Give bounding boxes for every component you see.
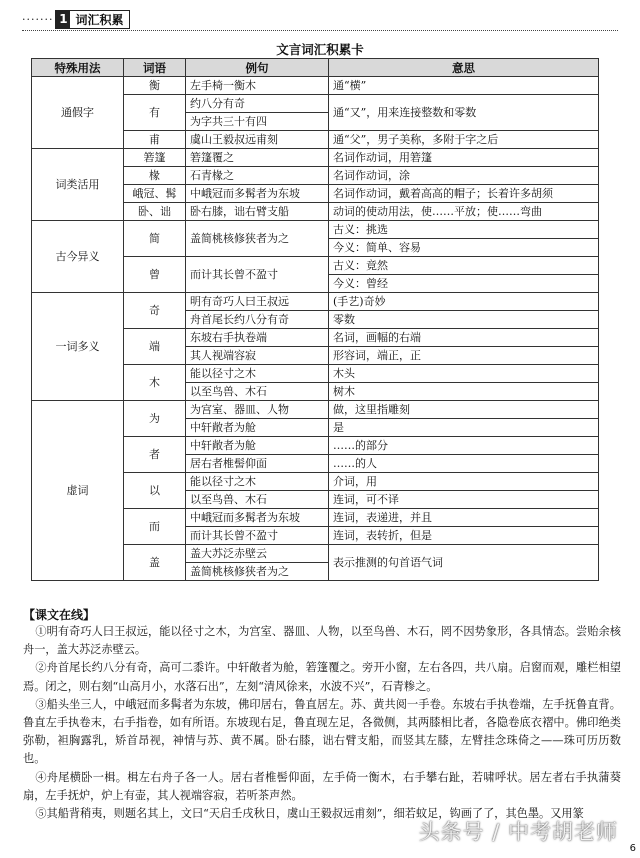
table-row bbox=[32, 149, 599, 167]
usage-cell: 通假字 bbox=[32, 77, 124, 149]
word-cell: 曾 bbox=[124, 257, 186, 293]
example-cell: 左手椅一衡木 bbox=[186, 77, 329, 95]
word-cell: 箬篷 bbox=[124, 149, 186, 167]
example-cell: 以至鸟兽、木石 bbox=[186, 491, 329, 509]
word-cell: 有 bbox=[124, 95, 186, 131]
example-cell: 中轩敞者为舱 bbox=[186, 437, 329, 455]
example-cell: 盖简桃核修狭者为之 bbox=[186, 563, 329, 581]
meaning-cell: 木头 bbox=[329, 365, 599, 383]
word-cell: 简 bbox=[124, 221, 186, 257]
example-cell: 舟首尾长约八分有奇 bbox=[186, 311, 329, 329]
example-cell: 能以径寸之木 bbox=[186, 473, 329, 491]
example-cell: 箬篷覆之 bbox=[186, 149, 329, 167]
table-row bbox=[32, 293, 599, 311]
example-cell: 中峨冠而多髯者为东坡 bbox=[186, 185, 329, 203]
example-cell: 而计其长曾不盈寸 bbox=[186, 257, 329, 293]
meaning-cell: 动词的使动用法，使……平放；使……弯曲 bbox=[329, 203, 599, 221]
example-cell: 为字共三十有四 bbox=[186, 113, 329, 131]
table-row bbox=[32, 221, 599, 239]
example-cell: 以至鸟兽、木石 bbox=[186, 383, 329, 401]
column-header: 词语 bbox=[124, 59, 186, 77]
example-cell: 中轩敞者为舱 bbox=[186, 419, 329, 437]
meaning-cell: 通“父”，男子美称，多附于字之后 bbox=[329, 131, 599, 149]
meaning-cell: ……的部分 bbox=[329, 437, 599, 455]
word-cell: 以 bbox=[124, 473, 186, 509]
example-cell: 虞山王毅叔远甫刻 bbox=[186, 131, 329, 149]
meaning-cell: 名词作动词，用箬篷 bbox=[329, 149, 599, 167]
paragraph: ⑤其船背稍夷，则题名其上，文曰“天启壬戌秋日，虞山王毅叔远甫刻”，细若蚊足，钩画了了，其色墨。又用篆 bbox=[35, 807, 584, 821]
meaning-cell: 做，这里指雕刻 bbox=[329, 401, 599, 419]
meaning-cell: 是 bbox=[329, 419, 599, 437]
word-cell: 椽 bbox=[124, 167, 186, 185]
usage-cell: 虚词 bbox=[32, 401, 124, 581]
paragraph: ①明有奇巧人曰王叔远，能以径寸之木，为宫室、器皿、人物，以至鸟兽、木石，罔不因势象形，各具情态。尝贻余核舟一，盖大苏泛赤壁云。 bbox=[23, 625, 621, 657]
column-header: 意思 bbox=[329, 59, 599, 77]
example-cell: 卧右膝，诎右臂支船 bbox=[186, 203, 329, 221]
card-title: 文言词汇积累卡 bbox=[276, 42, 364, 57]
word-cell: 甫 bbox=[124, 131, 186, 149]
example-cell: 盖大苏泛赤壁云 bbox=[186, 545, 329, 563]
example-cell: 中峨冠而多髯者为东坡 bbox=[186, 509, 329, 527]
word-cell: 卧、诎 bbox=[124, 203, 186, 221]
meaning-cell: 通“又”，用来连接整数和零数 bbox=[329, 95, 599, 131]
meaning-cell: 通“横” bbox=[329, 77, 599, 95]
example-cell: 石青椽之 bbox=[186, 167, 329, 185]
word-cell: 木 bbox=[124, 365, 186, 401]
word-cell: 而 bbox=[124, 509, 186, 545]
meaning-cell: 连词，可不译 bbox=[329, 491, 599, 509]
meaning-cell: ……的人 bbox=[329, 455, 599, 473]
meaning-cell: 连词，表递进，并且 bbox=[329, 509, 599, 527]
meaning-cell: 树木 bbox=[329, 383, 599, 401]
section-header bbox=[22, 8, 130, 30]
paragraph: ④舟尾横卧一楫。楫左右舟子各一人。居右者椎髻仰面，左手倚一衡木，右手攀右趾，若啸呼状。居左者右手执蒲葵扇，左手抚炉，炉上有壶，其人视端容寂，若听茶声然。 bbox=[23, 770, 621, 802]
section-badge bbox=[55, 10, 129, 29]
example-cell: 能以径寸之木 bbox=[186, 365, 329, 383]
table-header-row bbox=[32, 59, 599, 77]
meaning-cell: 今义：曾经 bbox=[329, 275, 599, 293]
example-cell: 明有奇巧人曰王叔远 bbox=[186, 293, 329, 311]
section-title: 词汇积累 bbox=[75, 12, 124, 27]
meaning-cell: (手艺)奇妙 bbox=[329, 293, 599, 311]
watermark: 头条号 / 中考胡老师 bbox=[418, 820, 618, 844]
word-cell: 奇 bbox=[124, 293, 186, 329]
meaning-cell: 今义：简单、容易 bbox=[329, 239, 599, 257]
dotted-lead: ······· bbox=[22, 12, 54, 26]
example-cell: 居右者椎髻仰面 bbox=[186, 455, 329, 473]
word-cell: 者 bbox=[124, 437, 186, 473]
meaning-cell: 形容词，端正，正 bbox=[329, 347, 599, 365]
paragraph: ②舟首尾长约八分有奇，高可二黍许。中轩敞者为舱，箬篷覆之。旁开小窗，左右各四，共八扇。启窗而观，雕栏相望焉。闭之，则右刻“山高月小，水落石出”，左刻“清风徐来，水波不兴”，石青糁之。 bbox=[23, 661, 621, 693]
meaning-cell: 连词，表转折，但是 bbox=[329, 527, 599, 545]
vocabulary-table bbox=[31, 58, 599, 581]
usage-cell: 古今异义 bbox=[32, 221, 124, 293]
section-number: 1 bbox=[56, 11, 70, 28]
text-passage bbox=[23, 623, 621, 823]
header-divider bbox=[22, 30, 618, 31]
meaning-cell: 名词作动词，戴着高高的帽子；长着许多胡须 bbox=[329, 185, 599, 203]
column-header: 特殊用法 bbox=[32, 59, 124, 77]
usage-cell: 词类活用 bbox=[32, 149, 124, 221]
page-number: 6 bbox=[629, 843, 636, 854]
word-cell: 盖 bbox=[124, 545, 186, 581]
example-cell: 东坡右手执卷端 bbox=[186, 329, 329, 347]
example-cell: 其人视端容寂 bbox=[186, 347, 329, 365]
word-cell: 衡 bbox=[124, 77, 186, 95]
paragraph: ③船头坐三人，中峨冠而多髯者为东坡，佛印居右，鲁直居左。苏、黄共阅一手卷。东坡右手执卷端，左手抚鲁直背。鲁直左手执卷末，右手指卷，如有所语。东坡现右足，鲁直现左足，各微侧，其两膝相比者，各隐卷底衣褶中。佛印绝类弥勒，袒胸露乳，矫首昂视，神情与苏、黄不属。卧右膝，诎右臂支船，而竖其左膝，左臂挂念珠倚之——珠可历历数也。 bbox=[23, 697, 621, 766]
meaning-cell: 表示推测的句首语气词 bbox=[329, 545, 599, 581]
table-row bbox=[32, 77, 599, 95]
word-cell: 峨冠、髯 bbox=[124, 185, 186, 203]
table-row bbox=[32, 401, 599, 419]
word-cell: 为 bbox=[124, 401, 186, 437]
meaning-cell: 零数 bbox=[329, 311, 599, 329]
example-cell: 盖简桃核修狭者为之 bbox=[186, 221, 329, 257]
example-cell: 而计其长曾不盈寸 bbox=[186, 527, 329, 545]
example-cell: 约八分有奇 bbox=[186, 95, 329, 113]
usage-cell: 一词多义 bbox=[32, 293, 124, 401]
table-body bbox=[32, 77, 599, 581]
meaning-cell: 名词，画幅的右端 bbox=[329, 329, 599, 347]
column-header: 例句 bbox=[186, 59, 329, 77]
meaning-cell: 古义：竟然 bbox=[329, 257, 599, 275]
section-heading: 【课文在线】 bbox=[23, 608, 96, 622]
example-cell: 为宫室、器皿、人物 bbox=[186, 401, 329, 419]
meaning-cell: 古义：挑选 bbox=[329, 221, 599, 239]
meaning-cell: 名词作动词，涂 bbox=[329, 167, 599, 185]
word-cell: 端 bbox=[124, 329, 186, 365]
meaning-cell: 介词，用 bbox=[329, 473, 599, 491]
